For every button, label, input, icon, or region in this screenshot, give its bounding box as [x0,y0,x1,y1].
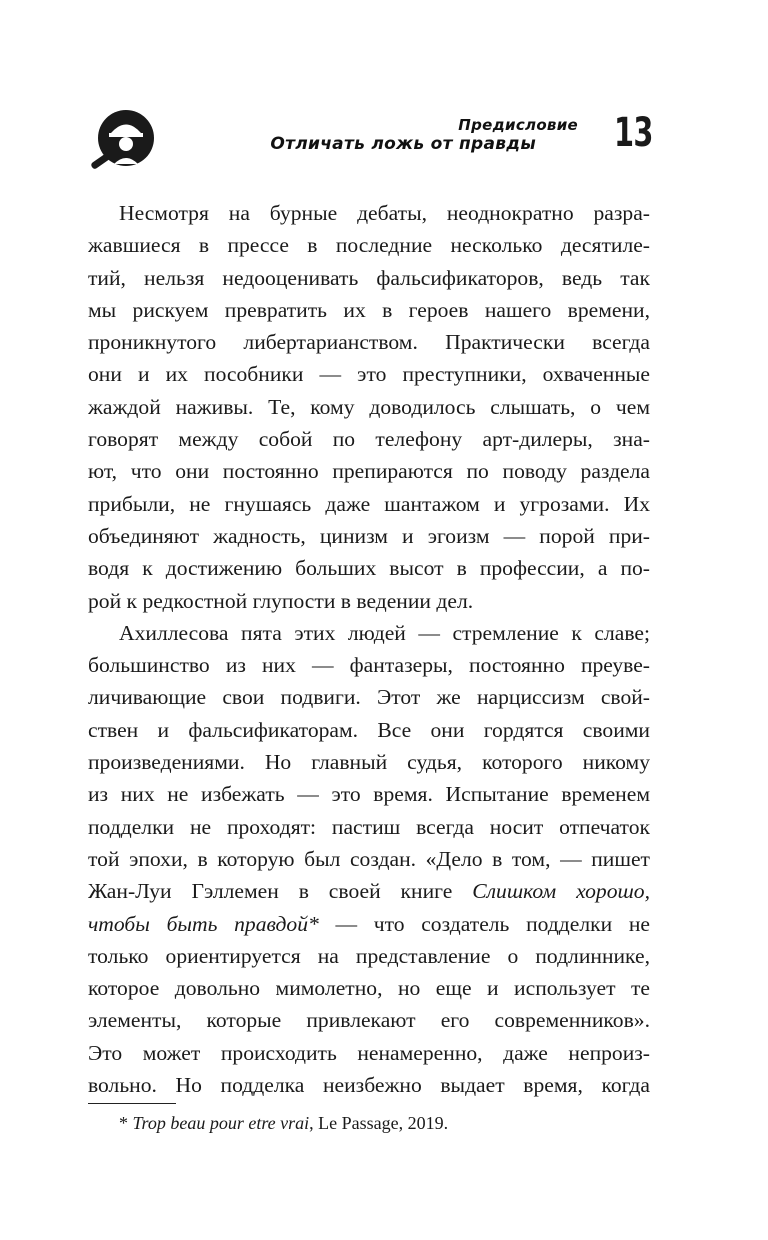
text-line: той эпохи, в которую был создан. «Дело в том, — пишет [88,846,650,871]
text-line: рой к редкостной глупости в ведении дел. [88,588,474,613]
body-text [88,197,650,1101]
text-line: проникнутого либертарианством. Практически всегда [88,330,650,355]
page-number: 13 [614,110,653,156]
detective-magnifier-icon [84,108,154,172]
text-line: Это может происходить ненамеренно, даже непроиз- [88,1040,650,1065]
text-line: только ориентируется на представление о подлиннике, [88,943,650,968]
book-title: Слишком хорошо, [472,879,650,904]
text-line: тий, нельзя недооценивать фальсификаторов, ведь так [88,265,650,290]
text-line: говорят между собой по телефону арт-дилеры, зна- [88,427,650,452]
text-line: ствен и фальсификаторам. Все они гордятся своими [88,717,650,742]
footnote-title: Trop beau pour etre vrai [132,1113,310,1133]
text-line: подделки не проходят: пастиш всегда носит отпечаток [88,814,650,839]
text-segment: Жан-Луи Гэллемен в своей книге [88,879,473,904]
text-line: объединяют жадность, цинизм и эгоизм — порой при- [88,523,650,548]
text-line: жавшиеся в прессе в последние несколько десятиле- [88,233,650,258]
footnote [119,1110,448,1136]
text-line: прибыли, не гнушаясь даже шантажом и угрозами. Их [88,491,650,516]
footnote-marker: * [119,1113,128,1133]
text-line: Ахиллесова пята этих людей — стремление к славе; [119,620,650,645]
text-line: они и их пособники — это преступники, охваченные [88,362,650,387]
text-line: произведениями. Но главный судья, которого никому [88,750,650,775]
footnote-rule [88,1103,176,1104]
book-title: чтобы быть правдой* [88,911,319,936]
text-line: элементы, которые привлекают его современников». [88,1008,650,1033]
running-header [0,0,768,180]
text-line: вольно. Но подделка неизбежно выдает время, когда [88,1073,650,1098]
text-line [88,875,650,907]
text-segment: — что создатель подделки не [318,911,650,936]
chapter-subtitle: Отличать ложь от правды [270,134,536,154]
chapter-title: Предисловие [458,116,578,134]
text-line: мы рискуем превратить их в героев нашего времени, [88,297,650,322]
footnote-details: , Le Passage, 2019. [309,1113,449,1133]
text-line [88,908,650,940]
text-line: большинство из них — фантазеры, постоянно преуве- [88,653,650,678]
text-line: водя к достижению больших высот в профессии, а по- [88,556,650,581]
text-line: из них не избежать — это время. Испытание временем [88,782,650,807]
text-line: жаждой наживы. Те, кому доводилось слышать, о чем [88,394,650,419]
text-line: личивающие свои подвиги. Этот же нарциссизм свой- [88,685,650,710]
text-line: которое довольно мимолетно, но еще и использует те [88,976,650,1001]
text-line: Несмотря на бурные дебаты, неоднократно разра- [119,201,650,225]
text-line: ют, что они постоянно препираются по поводу раздела [88,459,650,484]
